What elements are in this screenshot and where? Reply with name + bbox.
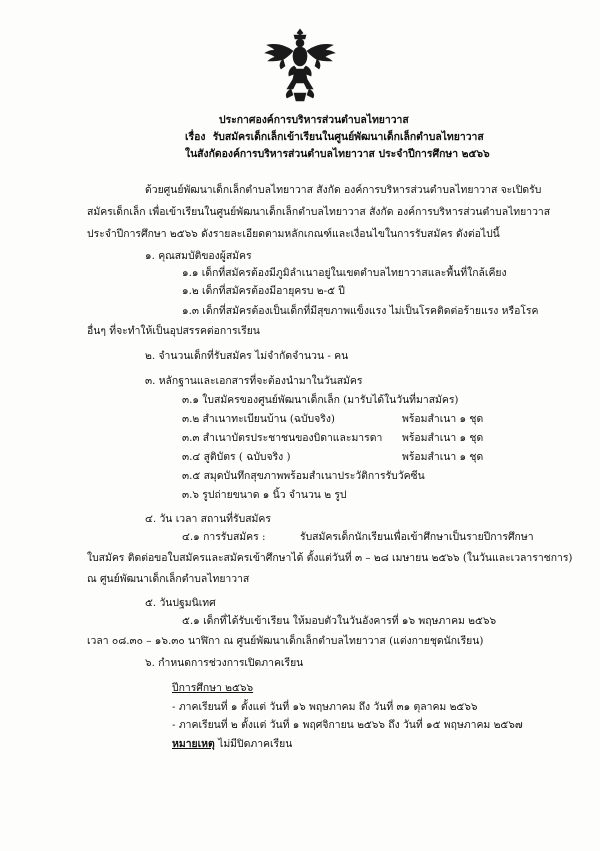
section-3-item-3: ๓.๓ สำเนาบัตรประชาชนของบิดาและมารดา <box>182 432 383 444</box>
section-3-item-3-copies: พร้อมสำเนา ๑ ชุด <box>402 432 484 444</box>
note-line <box>172 737 292 751</box>
section-1-item-3: ๑.๓ เด็กที่สมัครต้องเป็นเด็กที่มีสุขภาพแข็งแรง ไม่เป็นโรคติดต่อร้ายแรง หรือโรค <box>182 305 539 317</box>
academic-year-label: ปีการศึกษา ๒๕๖๖ <box>172 682 254 694</box>
note-text: ไม่มีปิดภาคเรียน <box>218 738 293 750</box>
section-3-item-4-copies: พร้อมสำเนา ๑ ชุด <box>402 451 484 463</box>
section-3-title: ๓. หลักฐานและเอกสารที่จะต้องนำมาในวันสมัคร <box>145 375 363 387</box>
section-6-title: ๖. กำหนดการช่วงการเปิดภาคเรียน <box>145 657 304 669</box>
section-3-item-6: ๓.๖ รูปถ่ายขนาด ๑ นิ้ว จำนวน ๒ รูป <box>182 489 347 501</box>
section-5-item-1: ๕.๑ เด็กที่ได้รับเข้าเรียน ให้มอบตัวในวันอังคารที่ ๑๖ พฤษภาคม ๒๕๖๖ <box>182 615 497 627</box>
intro-line-3: ประจำปีการศึกษา ๒๕๖๖ ดังรายละเอียดตามหลักเกณฑ์และเงื่อนไขในการรับสมัคร ดังต่อไปนี้ <box>87 228 500 240</box>
note-label: หมายเหตุ <box>172 738 215 750</box>
section-4-item-1-text: รับสมัครเด็กนักเรียนเพื่อเข้าศึกษาเป็นรายปีการศึกษา <box>300 531 534 543</box>
term-1-line: - ภาคเรียนที่ ๑ ตั้งแต่ วันที่ ๑๖ พฤษภาคม ถึง วันที่ ๓๑ ตุลาคม ๒๕๖๖ <box>172 701 478 713</box>
section-3-item-2: ๓.๒ สำเนาทะเบียนบ้าน (ฉบับจริง) <box>182 413 335 425</box>
intro-line-2: สมัครเด็กเล็ก เพื่อเข้าเรียนในศูนย์พัฒนาเด็กเล็กตำบลไทยาวาส สังกัด องค์การบริหารส่วนตำบลไทยาวาส <box>87 206 551 218</box>
section-4-line-2: ใบสมัคร ติดต่อขอใบสมัครและสมัครเข้าศึกษาได้ ตั้งแต่วันที่ ๓ – ๒๘ เมษายน ๒๕๖๖ (ในวันและเวลาราชการ) <box>87 552 573 564</box>
intro-line-1: ด้วยศูนย์พัฒนาเด็กเล็กตำบลไทยาวาส สังกัด องค์การบริหารส่วนตำบลไทยาวาส จะเปิดรับ <box>145 184 542 196</box>
section-3-item-2-copies: พร้อมสำเนา ๑ ชุด <box>402 413 484 425</box>
section-3-item-4: ๓.๔ สูติบัตร ( ฉบับจริง ) <box>182 451 291 463</box>
section-2-title: ๒. จำนวนเด็กที่รับสมัคร ไม่จำกัดจำนวน - คน <box>145 350 349 362</box>
subject-text: รับสมัครเด็กเล็กเข้าเรียนในศูนย์พัฒนาเด็กเล็กตำบลไทยาวาส <box>212 131 484 143</box>
term-2-line: - ภาคเรียนที่ ๒ ตั้งแต่ วันที่ ๑ พฤศจิกายน ๒๕๖๖ ถึง วันที่ ๑๕ พฤษภาคม ๒๕๖๗ <box>172 719 523 731</box>
subject-label: เรื่อง <box>185 131 206 143</box>
section-3-item-1: ๓.๑ ใบสมัครของศูนย์พัฒนาเด็กเล็ก (มารับได้ในวันที่มาสมัคร) <box>182 394 459 406</box>
section-4-title: ๔. วัน เวลา สถานที่รับสมัคร <box>145 513 271 525</box>
subject-line-2: ในสังกัดองค์การบริหารส่วนตำบลไทยาวาส ประจำปีการศึกษา ๒๕๖๖ <box>185 148 490 160</box>
section-1-item-2: ๑.๒ เด็กที่สมัครต้องมีอายุครบ ๒-๕ ปี <box>182 285 345 297</box>
section-5-title: ๕. วันปฐมนิเทศ <box>145 597 216 609</box>
section-4-item-1-label: ๔.๑ การรับสมัคร : <box>182 531 266 543</box>
section-5-line-2: เวลา ๐๘.๓๐ – ๑๖.๓๐ นาฬิกา ณ ศูนย์พัฒนาเด็กเล็กตำบลไทยาวาส (แต่งกายชุดนักเรียน) <box>87 635 484 647</box>
section-1-item-1: ๑.๑ เด็กที่สมัครต้องมีภูมิลำเนาอยู่ในเขตตำบลไทยาวาสและพื้นที่ใกล้เคียง <box>182 267 507 279</box>
section-1-item-3-cont: อื่นๆ ที่จะทำให้เป็นอุปสรรคต่อการเรียน <box>87 325 260 337</box>
subject-line <box>185 130 484 144</box>
section-4-line-3: ณ ศูนย์พัฒนาเด็กเล็กตำบลไทยาวาส <box>87 573 250 585</box>
section-3-item-5: ๓.๕ สมุดบันทึกสุขภาพพร้อมสำเนาประวัติการรับวัคซีน <box>182 470 425 482</box>
garuda-emblem-icon <box>261 27 339 103</box>
section-1-title: ๑. คุณสมบัติของผู้สมัคร <box>145 250 252 262</box>
announcement-title: ประกาศองค์การบริหารส่วนตำบลไทยาวาส <box>219 114 409 126</box>
